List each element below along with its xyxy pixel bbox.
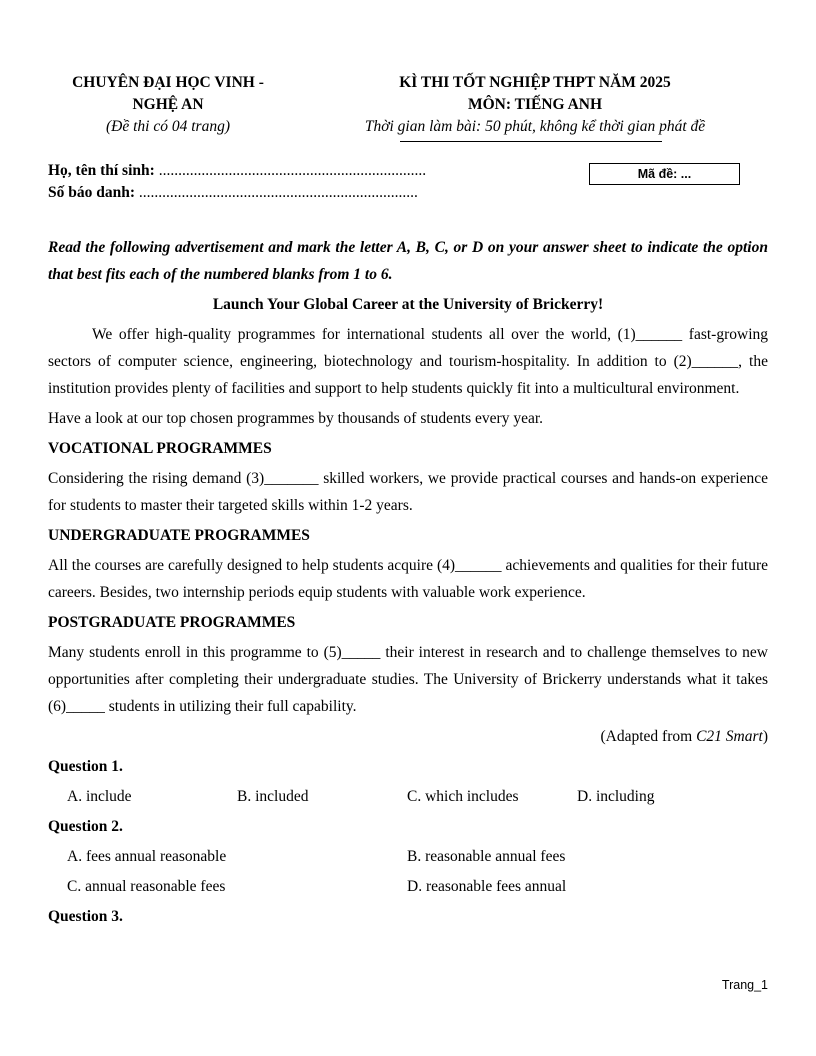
postgraduate-text: Many students enroll in this programme to (5)_____ their interest in research and to challenge themselves to new opportunities after completing their undergraduate studies. The University of Brickerry understands what it takes (6)_____ students in utilizing their full capability.	[48, 644, 768, 715]
q2-option-d: D. reasonable fees annual	[407, 878, 567, 895]
candidate-name-label: Họ, tên thí sinh:	[48, 162, 155, 179]
candidate-info	[48, 160, 426, 204]
candidate-id-label: Số báo danh:	[48, 184, 136, 201]
vocational-text: Considering the rising demand (3)_______ skilled workers, we provide practical courses and hands-on experience for students to master their targeted skills within 1-2 years.	[48, 470, 768, 514]
question-2-label: Question 2.	[48, 818, 123, 835]
header-divider	[400, 141, 662, 142]
question-2-options-row2	[48, 873, 768, 900]
school-header	[48, 72, 288, 138]
undergraduate-heading: UNDERGRADUATE PROGRAMMES	[48, 527, 310, 544]
question-2-options-row1	[48, 843, 768, 870]
pages-note: (Đề thi có 04 trang)	[106, 118, 230, 135]
school-name-line1: CHUYÊN ĐẠI HỌC VINH -	[72, 74, 264, 91]
q1-option-c: C. which includes	[407, 788, 519, 805]
candidate-id-line	[48, 182, 426, 204]
candidate-name-dots: .....................................................................	[154, 162, 427, 179]
candidate-name-line	[48, 160, 426, 182]
q2-option-a: A. fees annual reasonable	[67, 848, 227, 865]
q2-option-c: C. annual reasonable fees	[67, 878, 226, 895]
q1-option-d: D. including	[577, 788, 655, 805]
exam-content	[48, 234, 768, 930]
question-1-options	[48, 783, 768, 810]
candidate-id-dots: ........................................................................	[135, 184, 418, 201]
exam-code-box: Mã đề: ...	[589, 163, 740, 185]
exam-header	[330, 72, 740, 138]
q2-option-b: B. reasonable annual fees	[407, 848, 566, 865]
q1-option-b: B. included	[237, 788, 309, 805]
vocational-heading: VOCATIONAL PROGRAMMES	[48, 440, 272, 457]
intro-paragraph: We offer high-quality programmes for international students all over the world, (1)______ fast-growing sectors of computer science, engineering, biotechnology and tourism-hospitality. In addition to (2)______, the institution provides plenty of facilities and support to help students quickly fit into a multicultural environment.	[48, 326, 768, 397]
exam-subject: MÔN: TIẾNG ANH	[467, 96, 603, 113]
question-1-label: Question 1.	[48, 758, 123, 775]
time-note: Thời gian làm bài: 50 phút, không kể thời gian phát đề	[364, 118, 706, 135]
source-name: C21 Smart	[696, 728, 763, 745]
ad-title: Launch Your Global Career at the University of Brickerry!	[212, 296, 604, 313]
school-name-line2: NGHỆ AN	[132, 96, 204, 113]
exam-title: KÌ THI TỐT NGHIỆP THPT NĂM 2025	[399, 74, 671, 91]
postgraduate-heading: POSTGRADUATE PROGRAMMES	[48, 614, 296, 631]
question-3-label: Question 3.	[48, 908, 123, 925]
source-suffix: )	[762, 728, 768, 745]
source-note	[48, 723, 768, 750]
instruction: Read the following advertisement and mark the letter A, B, C, or D on your answer sheet to indicate the option that best fits each of the numbered blanks from 1 to 6.	[48, 239, 768, 283]
source-prefix: (Adapted from	[600, 728, 697, 745]
undergraduate-text: All the courses are carefully designed to help students acquire (4)______ achievements and qualities for their future careers. Besides, two internship periods equip students with valuable work experience.	[48, 557, 768, 601]
look-paragraph: Have a look at our top chosen programmes by thousands of students every year.	[48, 410, 544, 427]
page-number: Trang_1	[721, 978, 768, 992]
q1-option-a: A. include	[67, 788, 132, 805]
